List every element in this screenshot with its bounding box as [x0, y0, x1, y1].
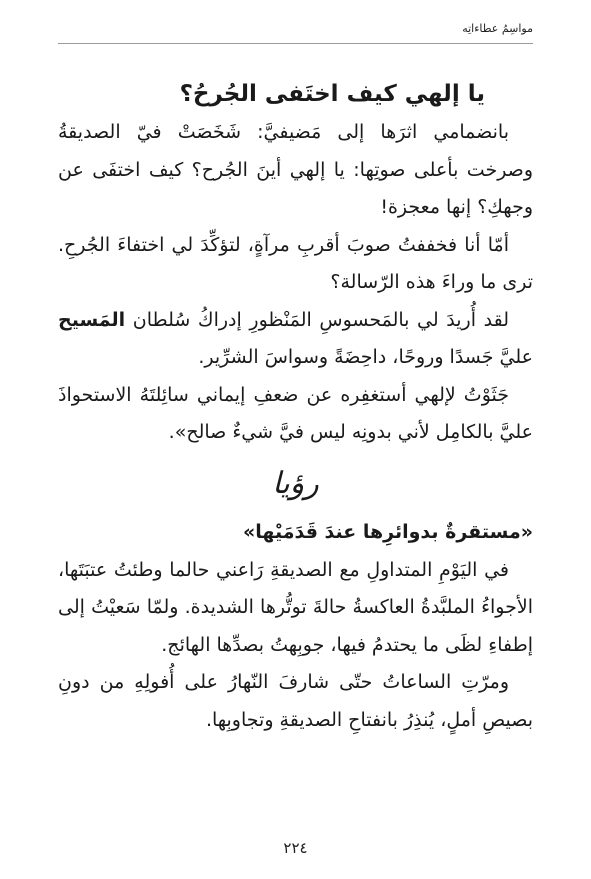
emphasized-name: المَسيح [58, 308, 126, 331]
chapter-title: يا إلهي كيف اختَفى الجُرحُ؟ [179, 81, 485, 107]
paragraph-3-lead: لقد أُريدَ لي بالمَحسوسِ المَنْظورِ إدراكُ سُلطان [125, 308, 509, 331]
page-number: ٢٢٤ [283, 839, 308, 857]
paragraph-4: جَثَوْتُ لإلهي أستغفِره عن ضعفِ إيماني سائِلتَهُ الاستحواذَ عليَّ بالكامِل لأني بدونِه ليس فيَّ شيءٌ صالح». [58, 383, 533, 443]
paragraph-5: في اليَوْمِ المتداولِ مع الصديقةِ رَاعني حالما وطئتُ عتبَتَها، الأجواءُ الملبَّدةُ العاكسةُ حالةَ توتُّرها الشديدة. ولمّا سَعيْتُ إلى إطفاءِ لظَى ما يحتدمُ فيها، جوبِهتُ بصدِّها الهائج. [58, 558, 533, 656]
section-subtitle: «مستقرةٌ بدوائرِها عندَ قَدَمَيْها» [243, 520, 533, 543]
paragraph-3-tail: عليَّ جَسدًا وروحًا، داحِضَةً وسواسَ الشرِّير. [198, 346, 533, 368]
page-body [58, 74, 533, 739]
paragraph-1: بانضمامي اثرَها إلى مَضيفيَّ: شَخَصَتْ فيّ الصديقةُ وصرخت بأعلى صوتِها: يا إلهي أينَ الجُرح؟ كيف اختفَى عن وجهكِ؟ إنها معجزة! [58, 121, 533, 218]
paragraph-2: أمّا أنا فخففتُ صوبَ أقربِ مرآةٍ، لتؤكِّدَ لي اختفاءَ الجُرحِ. ترى ما وراءَ هذه الرّسالة؟ [58, 233, 533, 293]
running-head: مواسِمُ عطاءاتِه [462, 22, 533, 35]
paragraph-6: ومرّتِ الساعاتُ حتّى شارفَ النّهارُ على أُفولِهِ من دونِ بصيصِ أملٍ، يُنذِرُ بانفتاحِ الصديقةِ وتجاوبِها. [58, 671, 533, 731]
header-rule [58, 43, 533, 44]
section-heading: رؤيا [272, 465, 319, 501]
paragraph-3 [58, 302, 533, 377]
